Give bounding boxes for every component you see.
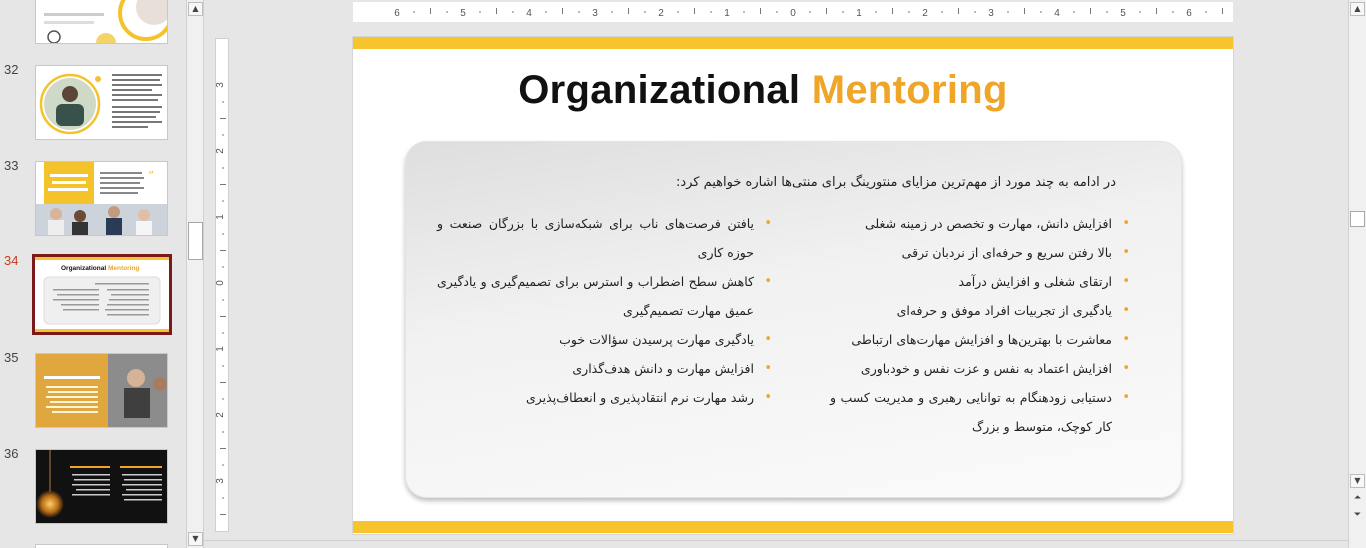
- scrollbar-thumb[interactable]: [188, 222, 203, 260]
- ruler-tick: [1206, 11, 1207, 13]
- list-item: • رشد مهارت نرم انتقادپذیری و انعطاف‌پذیری: [437, 383, 772, 412]
- ruler-tick: [1041, 11, 1042, 13]
- ruler-tick: [645, 11, 646, 13]
- ruler-tick-label: 5: [460, 8, 466, 19]
- ruler-tick-label: 1: [856, 8, 862, 19]
- ruler-tick-label: 3: [592, 8, 598, 19]
- list-item: • کاهش سطح اضطراب و استرس برای تصمیم‌گیری و یادگیری عمیق مهارت تصمیم‌گیری: [437, 267, 772, 325]
- ruler-tick: [220, 382, 226, 383]
- slide-thumbnail-35[interactable]: [35, 353, 168, 428]
- list-item: • افزایش اعتماد به نفس و عزت نفس و خودباوری: [830, 354, 1130, 383]
- ruler-tick: [909, 11, 910, 13]
- ruler-tick: [810, 11, 811, 13]
- ruler-tick-label: 0: [216, 280, 226, 286]
- ruler-tick: [222, 267, 224, 268]
- ruler-tick-label: 2: [658, 8, 664, 19]
- slide-thumbnail-37[interactable]: [35, 544, 168, 548]
- ruler-tick-label: 2: [216, 412, 226, 418]
- slide-thumbnail-32[interactable]: [35, 65, 168, 140]
- ruler-tick: [480, 11, 481, 13]
- ruler-tick: [222, 366, 224, 367]
- ruler-tick-label: 3: [216, 82, 226, 88]
- thumbnail-number: 32: [4, 62, 19, 77]
- list-item: • ارتقای شغلی و افزایش درآمد: [830, 267, 1130, 296]
- ruler-tick: [562, 8, 563, 14]
- ruler-tick: [447, 11, 448, 13]
- ruler-tick: [1173, 11, 1174, 13]
- ruler-tick-label: 2: [922, 8, 928, 19]
- triangle-down-icon[interactable]: ▼: [1350, 474, 1365, 488]
- thumbnail-number: 36: [4, 446, 19, 461]
- title-main-text: Organizational: [518, 68, 801, 112]
- ruler-tick-label: 1: [724, 8, 730, 19]
- list-item: • یادگیری از تجربیات افراد موفق و حرفه‌ای: [830, 296, 1130, 325]
- ruler-tick: [222, 201, 224, 202]
- thumbnail-32-art: [36, 66, 168, 140]
- ruler-tick: [579, 11, 580, 13]
- svg-text:”: ”: [148, 169, 155, 183]
- bottom-accent-bar: [353, 521, 1233, 533]
- slide-thumbnail-36[interactable]: [35, 449, 168, 524]
- ruler-tick: [760, 8, 761, 14]
- horizontal-ruler-ticks: [353, 2, 1233, 22]
- bottom-edge: [204, 540, 1348, 548]
- ruler-tick: [222, 465, 224, 466]
- ruler-tick: [222, 168, 224, 169]
- ruler-tick: [222, 300, 224, 301]
- ruler-tick-label: 6: [394, 8, 400, 19]
- intro-text: در ادامه به چند مورد از مهم‌ترین مزایای منتورینگ برای منتی‌ها اشاره خواهیم کرد:: [675, 175, 1116, 190]
- ruler-tick-label: 4: [1054, 8, 1060, 19]
- ruler-tick-label: 3: [216, 478, 226, 484]
- ruler-tick: [958, 8, 959, 14]
- ruler-tick: [546, 11, 547, 13]
- ruler-tick: [220, 316, 226, 317]
- ruler-tick: [222, 333, 224, 334]
- thumbnail-31-art: [36, 0, 168, 44]
- thumbnail-36-art: [36, 450, 168, 524]
- previous-slide-icon[interactable]: ⏶: [1350, 492, 1365, 507]
- ruler-tick: [513, 11, 514, 13]
- slide-thumbnail-pane: [0, 0, 186, 548]
- list-item: • یادگیری مهارت پرسیدن سؤالات خوب: [437, 325, 772, 354]
- vertical-ruler: [215, 38, 229, 532]
- list-item: • بالا رفتن سریع و حرفه‌ای از نردبان ترقی: [830, 238, 1130, 267]
- ruler-tick: [612, 11, 613, 13]
- thumbnail-number: 35: [4, 350, 19, 365]
- list-item: • یافتن فرصت‌های ناب برای شبکه‌سازی با بزرگان صنعت و حوزه کاری: [437, 209, 772, 267]
- ruler-tick: [1074, 11, 1075, 13]
- ruler-tick: [777, 11, 778, 13]
- slide-scrollbar[interactable]: [1348, 0, 1366, 548]
- thumbnail-34-art: [35, 257, 169, 332]
- ruler-tick: [975, 11, 976, 13]
- ruler-tick: [826, 8, 827, 14]
- ruler-tick-label: 6: [1186, 8, 1192, 19]
- ruler-tick: [843, 11, 844, 13]
- list-item: • معاشرت با بهترین‌ها و افزایش مهارت‌های ارتباطی: [830, 325, 1130, 354]
- ruler-tick-label: 2: [216, 148, 226, 154]
- ruler-tick: [220, 250, 226, 251]
- ruler-tick: [222, 102, 224, 103]
- ruler-tick: [678, 11, 679, 13]
- thumbnail-33-art: [36, 162, 168, 236]
- vertical-ruler-ticks: [216, 39, 230, 533]
- horizontal-ruler: [353, 2, 1233, 22]
- next-slide-icon[interactable]: ⏷: [1350, 509, 1365, 524]
- thumbnail-number: 33: [4, 158, 19, 173]
- scrollbar-thumb[interactable]: [1350, 211, 1365, 227]
- top-accent-bar: [353, 37, 1233, 49]
- ruler-tick: [1140, 11, 1141, 13]
- ruler-tick: [876, 11, 877, 13]
- left-bullet-list: [437, 209, 772, 412]
- ruler-tick: [222, 135, 224, 136]
- ruler-tick: [430, 8, 431, 14]
- ruler-tick-label: 5: [1120, 8, 1126, 19]
- ruler-tick: [1024, 8, 1025, 14]
- ruler-tick: [628, 8, 629, 14]
- slide-thumbnail-34[interactable]: [32, 254, 172, 335]
- ruler-tick: [220, 184, 226, 185]
- ruler-tick: [1156, 8, 1157, 14]
- title-accent-text: Mentoring: [811, 68, 1008, 112]
- ruler-tick: [694, 8, 695, 14]
- ruler-tick-label: 3: [988, 8, 994, 19]
- ruler-tick: [1008, 11, 1009, 13]
- slide-thumbnail-33[interactable]: [35, 161, 168, 236]
- ruler-tick-label: 0: [790, 8, 796, 19]
- ruler-tick: [220, 448, 226, 449]
- ruler-tick: [414, 11, 415, 13]
- triangle-up-icon[interactable]: ▲: [188, 2, 203, 16]
- ruler-tick: [892, 8, 893, 14]
- slide-canvas[interactable]: [353, 37, 1233, 534]
- ruler-tick: [222, 399, 224, 400]
- list-item: • افزایش مهارت و دانش هدف‌گذاری: [437, 354, 772, 383]
- ruler-tick-label: 4: [526, 8, 532, 19]
- ruler-tick: [222, 234, 224, 235]
- ruler-tick: [220, 118, 226, 119]
- ruler-tick: [1090, 8, 1091, 14]
- ruler-tick: [711, 11, 712, 13]
- ruler-tick-label: 1: [216, 214, 226, 220]
- list-item: • دستیابی زودهنگام به توانایی رهبری و مدیریت کسب و کار کوچک، متوسط و بزرگ: [830, 383, 1130, 441]
- ruler-tick-label: 1: [216, 346, 226, 352]
- triangle-down-icon[interactable]: ▼: [188, 532, 203, 546]
- right-bullet-list: [830, 209, 1130, 441]
- ruler-tick: [1222, 8, 1223, 14]
- ruler-tick: [744, 11, 745, 13]
- list-item: • افزایش دانش، مهارت و تخصص در زمینه شغلی: [830, 209, 1130, 238]
- ruler-tick: [1107, 11, 1108, 13]
- thumbnail-scrollbar[interactable]: [186, 0, 204, 548]
- svg-text:Organizational Mentoring: Organizational Mentoring: [61, 265, 140, 272]
- content-box[interactable]: [405, 141, 1182, 498]
- ruler-tick: [942, 11, 943, 13]
- thumbnail-number: 34: [4, 253, 19, 268]
- ruler-tick: [496, 8, 497, 14]
- ruler-tick: [222, 498, 224, 499]
- slide-title[interactable]: [353, 68, 1173, 113]
- triangle-up-icon[interactable]: ▲: [1350, 2, 1365, 16]
- ruler-tick: [220, 514, 226, 515]
- slide-thumbnail-31[interactable]: [35, 0, 168, 44]
- thumbnail-35-art: [36, 354, 168, 428]
- ruler-tick: [222, 432, 224, 433]
